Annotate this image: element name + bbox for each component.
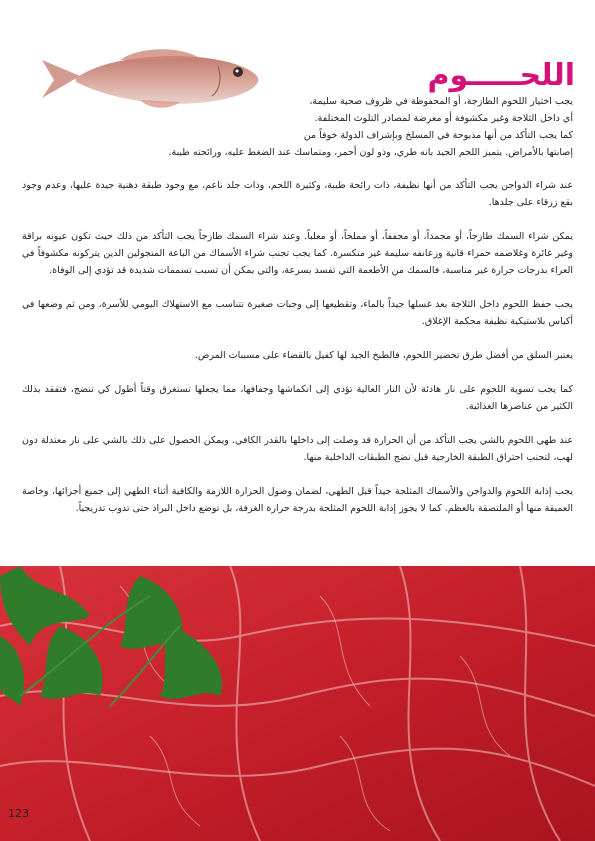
intro-line: أي داخل الثلاجة وغير مكشوفة أو معرضة لمصادر التلوث المختلفة.: [314, 113, 573, 124]
paragraph-boiling: يعتبر السلق من أفضل طرق تحضير اللحوم، فالطبخ الجيد لها كفيل بالقضاء على مسببات المرض.: [194, 350, 573, 361]
page-number: 123: [8, 807, 29, 820]
paragraph-grilling: عند طهي اللحوم بالشي يجب التأكد من أن الحرارة قد وصلت إلى داخلها بالقدر الكافي. ويمكن الحصول على ذلك بالشي على نار معتدلة دون لهب، لتجنب احتراق الطبقة الخارجية قبل نضج الطبقات الداخلية منها.: [22, 435, 573, 463]
intro-line: يجب اختيار اللحوم الطازجة، أو المحفوظة في ظروف صحية سليمة،: [309, 96, 573, 107]
paragraph-thawing: يجب إذابة اللحوم والدواجن والأسماك المثلجة جيداً قبل الطهي، لضمان وصول الحرارة اللازمة والكافية أثناء الطهي إلى جميع أجزائها، وخاصة العميقة منها أو الملتصقة بالعظم. كما لا يجوز إذابة اللحوم المثلجة بدرجة حرارة الغرفة، بل توضع داخل البراد حتى تذوب تدريجياً.: [22, 486, 573, 514]
body-text: [22, 177, 573, 534]
paragraph-poultry: عند شراء الدواجن يجب التأكد من أنها نظيفة، ذات رائحة طيبة، وكثيرة اللحم، وذات جلد ناعم، مع وجود طبقة دهنية جيدة عليها، وعدم وجود بقع زرقاء على جلدها.: [22, 180, 573, 208]
intro-text: [273, 93, 573, 144]
fish-image: [40, 48, 262, 112]
intro-last-line: إصابتها بالأمراض. يتميز اللحم الجيد بانه طري، وذو لون أحمر، ومتماسك عند الضغط عليه، ورائحته طيبة.: [168, 147, 573, 158]
paragraph-storage: يجب حفظ اللحوم داخل الثلاجة بعد غسلها جيداً بالماء، وتقطيعها إلى وجبات صغيرة تتناسب مع الاستهلاك اليومي للأسرة، ومن ثم وضعها في أكياس بلاستيكية نظيفة محكمة الإغلاق.: [22, 299, 573, 327]
paragraph-fish: يمكن شراء السمك طازجاً، أو مجمداً، أو مجففاً، أو مملحاً، أو معلباً. وعند شراء السمك طازجاً يجب التأكد من ذلك حيث تكون عيونه براقة وغير غائرة وغلاصمه حمراء قانية وزعانفه سليمة غير متكسرة. كما يجب تجنب شراء الأسماك من الباعة المتجولين الذين يتركونه مكشوفاً في العراء بدرجات حرارة غير مناسبة، فالسمك من الأطعمة التي تفسد بسرعة، والتي يمكن أن تسبب تسممات شديدة قد تؤدي إلى الوفاة.: [22, 231, 573, 276]
paragraph-low-heat: كما يجب تسوية اللحوم على نار هادئة لأن النار العالية تؤدي إلى انكماشها وجفافها، مما يجعلها تستغرق وقتاً أطول كي تنضج، فتفقد بذلك الكثير من عناصرها الغذائية.: [22, 384, 573, 412]
intro-line: كما يجب التأكد من أنها مذبوحة في المسلخ وبإشراف الدولة خوفاً من: [303, 130, 573, 141]
page-title: اللحـــــوم: [427, 58, 575, 93]
meat-image: [0, 566, 595, 841]
